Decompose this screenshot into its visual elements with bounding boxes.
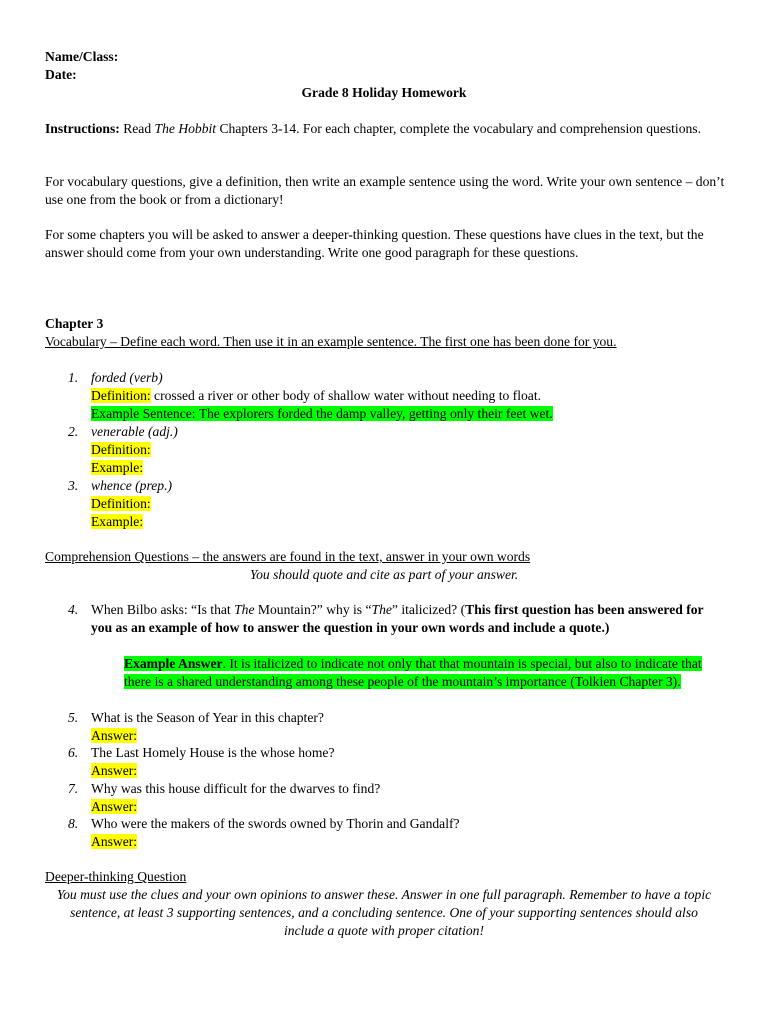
question-number: 7. (68, 781, 79, 796)
example-label: Example: (91, 514, 144, 529)
example-answer-text: . It is italicized to indicate not only that that mountain is special, but also to indicate that there is a shared understanding among these people of the mountain’s importance (Tolkien Chapter 3). (124, 656, 702, 689)
answer-label: Answer: (91, 728, 138, 743)
instructions-post: Chapters 3-14. For each chapter, complete the vocabulary and comprehension questions. (216, 121, 701, 136)
vocab-example-line (91, 405, 716, 423)
instructions-paragraph (45, 120, 725, 138)
question-item (91, 780, 716, 816)
vocab-item (91, 369, 716, 423)
vocab-number: 1. (68, 370, 79, 385)
vocab-number: 2. (68, 424, 79, 439)
deeper-thinking-instructions: For some chapters you will be asked to answer a deeper-thinking question. These questions have clues in the text, but the answer should come from your own understanding. Write one good paragraph for these questions. (45, 227, 704, 260)
answer-label: Answer: (91, 834, 138, 849)
comprehension-heading: Comprehension Questions – the answers are found in the text, answer in your own words (45, 549, 531, 564)
answer-label: Answer: (91, 763, 138, 778)
name-class-label: Name/Class: (45, 49, 119, 64)
question-number: 4. (68, 602, 79, 617)
document-title: Grade 8 Holiday Homework (301, 85, 467, 100)
vocab-item (91, 477, 716, 531)
vocab-word: venerable (adj.) (91, 424, 178, 439)
date-label: Date: (45, 67, 77, 82)
instructions-label: Instructions: (45, 121, 120, 136)
question-text: When Bilbo asks: “Is that The Mountain?” why is “The” italicized? (This first question has been answered for you as an example of how to answer the question in your own words and include a quote.) (91, 602, 704, 635)
question-number: 5. (68, 710, 79, 725)
question-item (91, 815, 716, 851)
question-item (91, 744, 716, 780)
book-title: The Hobbit (154, 121, 217, 136)
question-number: 6. (68, 745, 79, 760)
instructions-pre: Read (123, 121, 155, 136)
question-text: What is the Season of Year in this chapter? (91, 710, 324, 725)
question-number: 8. (68, 816, 79, 831)
vocabulary-heading: Vocabulary – Define each word. Then use it in an example sentence. The first one has been done for you. (45, 334, 617, 349)
example-answer-label: Example Answer (124, 656, 223, 671)
deeper-thinking-text: You must use the clues and your own opinions to answer these. Answer in one full paragraph. Remember to have a topic sentence, at least 3 supporting sentences, and a concluding sentence. One of your supporting sentences should also include a quote with proper citation! (56, 887, 712, 938)
definition-label: Definition: (91, 442, 151, 457)
chapter-heading: Chapter 3 (45, 316, 104, 331)
vocab-item (91, 423, 716, 477)
vocab-definition-line (91, 387, 716, 405)
definition-text: crossed a river or other body of shallow water without needing to float. (150, 388, 541, 403)
question-text: Why was this house difficult for the dwarves to find? (91, 781, 381, 796)
vocab-word: forded (verb) (91, 370, 163, 385)
vocab-word: whence (prep.) (91, 478, 173, 493)
example-label: Example: (91, 460, 144, 475)
example-answer (124, 655, 716, 691)
answer-label: Answer: (91, 799, 138, 814)
question-text: Who were the makers of the swords owned by Thorin and Gandalf? (91, 816, 460, 831)
question-text: The Last Homely House is the whose home? (91, 745, 335, 760)
example-sentence: Example Sentence: The explorers forded the damp valley, getting only their feet wet. (91, 406, 553, 421)
definition-label: Definition: (91, 388, 151, 403)
definition-label: Definition: (91, 496, 151, 511)
vocab-number: 3. (68, 478, 79, 493)
vocabulary-instructions: For vocabulary questions, give a definition, then write an example sentence using the word. Write your own sentence – don’t use one from the book or from a dictionary! (45, 174, 725, 207)
question-item (91, 709, 716, 745)
comprehension-subheading: You should quote and cite as part of your answer. (249, 567, 519, 582)
deeper-thinking-heading: Deeper-thinking Question (45, 869, 187, 884)
question-item (91, 601, 716, 637)
